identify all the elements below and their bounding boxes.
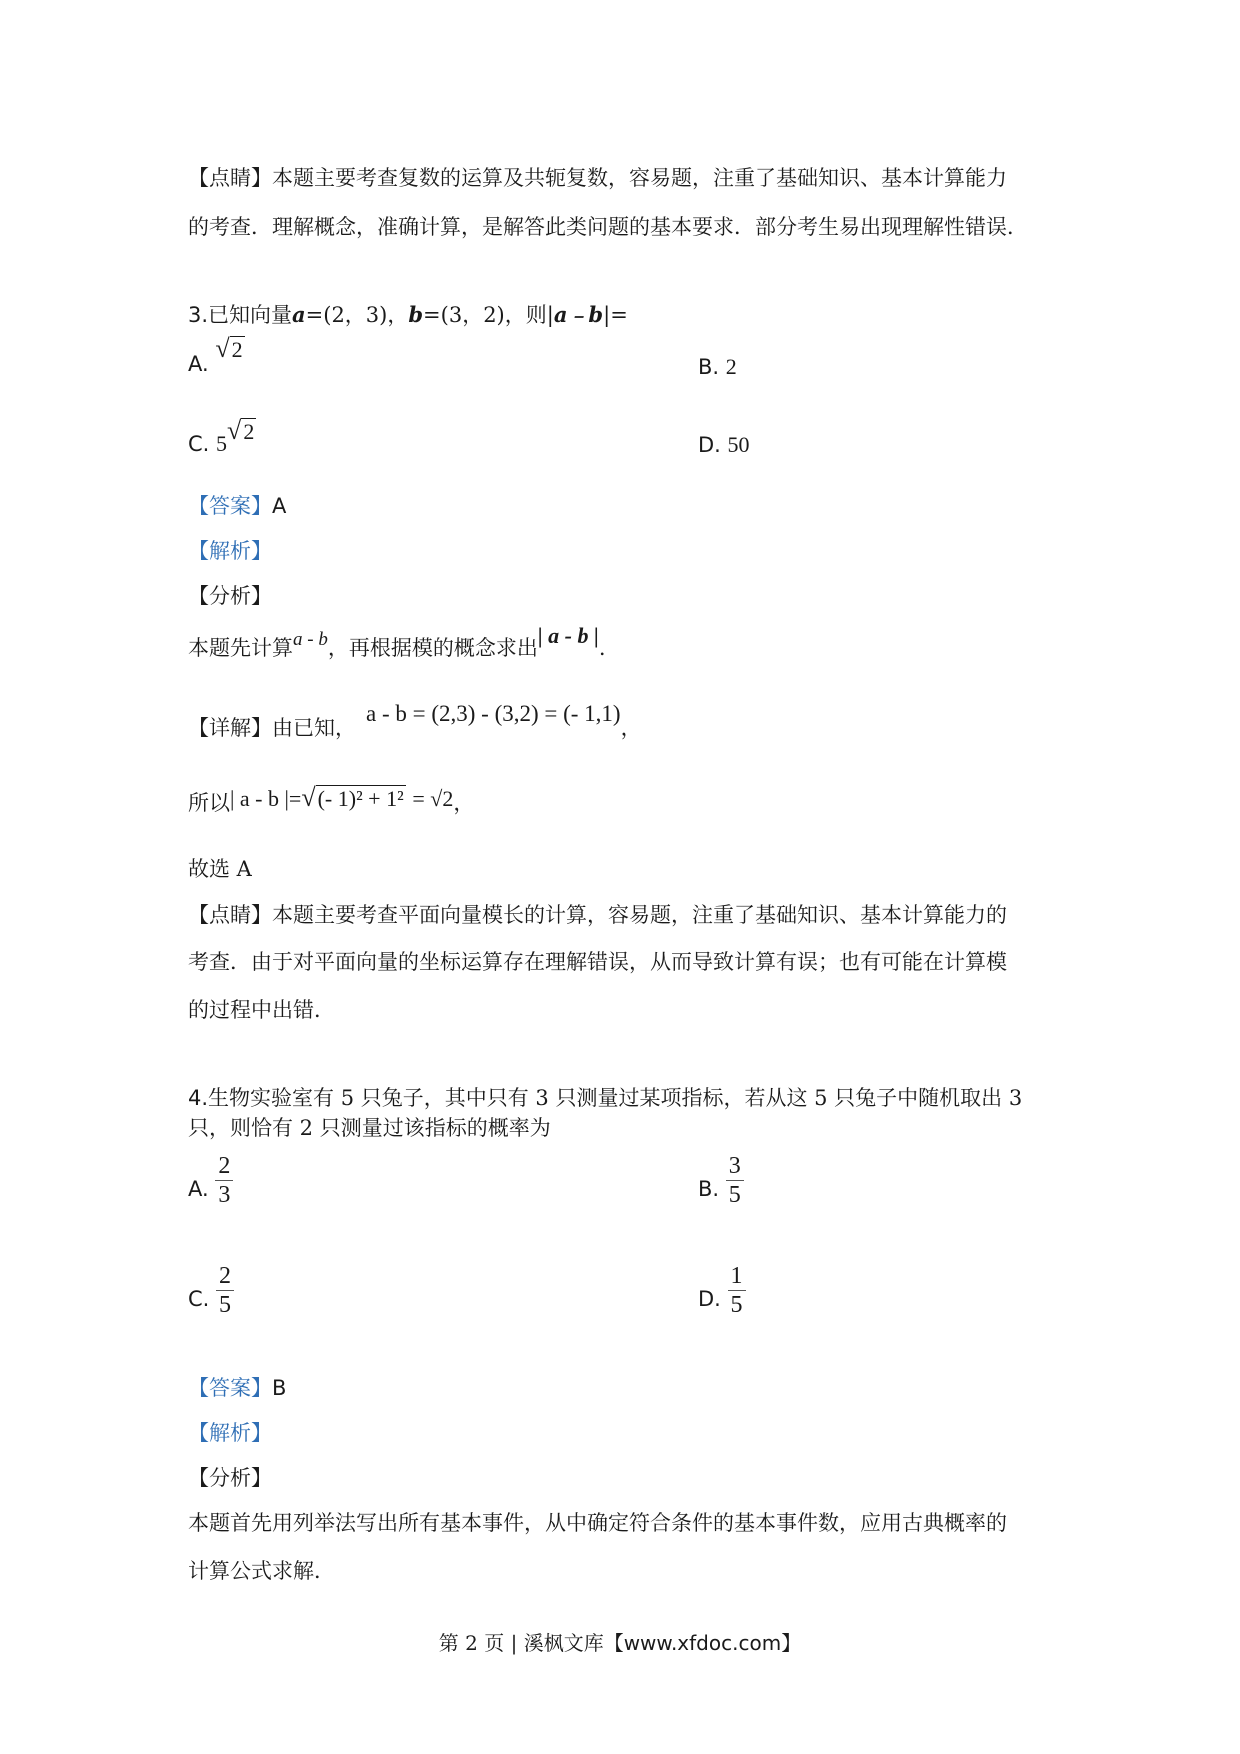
option-label: D.	[698, 1287, 721, 1311]
detail-equation: a - b = (2,3) - (3,2) = (- 1,1)	[366, 701, 621, 726]
answer-tag: 【答案】	[188, 494, 272, 518]
q3-analysis-tag: 【解析】	[188, 539, 272, 563]
q3-comment-line3: 的过程中出错．	[188, 998, 335, 1022]
page-footer	[0, 1627, 1240, 1656]
q4-option-a	[188, 1152, 233, 1209]
detail-end: ，	[620, 716, 642, 740]
option-label: A.	[188, 352, 209, 376]
q3-vec-a-val: =(2，3)，	[305, 303, 409, 327]
math-norm-a-minus-b: | a - b |	[537, 623, 599, 648]
q3-result	[188, 783, 475, 818]
q3-option-a	[188, 334, 245, 379]
q3-stem-ab: a﹣b	[553, 302, 604, 327]
q4-answer	[188, 1373, 286, 1403]
option-label: C.	[188, 1287, 210, 1311]
option-coef: 5	[216, 431, 228, 456]
q3-vec-b: b	[408, 302, 424, 327]
q3-option-b	[698, 352, 737, 382]
q4-stem-line2: 只，则恰有 2 只测量过该指标的概率为	[188, 1116, 551, 1140]
q3-detail	[188, 701, 642, 743]
q4-stem-line1	[188, 1083, 1022, 1113]
q3-vec-b-val: =(3，2)，则|	[423, 303, 554, 327]
q3-comment-line2: 考查．由于对平面向量的坐标运算存在理解错误，从而导致计算有误；也有可能在计算模	[188, 950, 1007, 974]
option-label: D.	[698, 433, 721, 457]
sqrt-expression: √2	[227, 416, 255, 445]
fraction: $\frac{1}{5}$	[728, 1262, 746, 1319]
math-a-minus-b: a - b	[293, 629, 328, 650]
q3-option-d	[698, 430, 750, 460]
option-label: B.	[698, 355, 720, 379]
q4-fenxi-tag: 【分析】	[188, 1466, 272, 1490]
q4-option-c	[188, 1262, 234, 1319]
q4-number: 4.	[188, 1086, 209, 1110]
q4-option-d	[698, 1262, 746, 1319]
result-end: ，	[453, 791, 475, 815]
footer-end: 】	[781, 1631, 802, 1655]
q4-text-line2: 计算公式求解．	[188, 1559, 335, 1583]
footer-text: 第 2 页 | 溪枫文库【	[438, 1631, 624, 1655]
answer-value: A	[272, 494, 287, 518]
fraction: $\frac{2}{3}$	[215, 1152, 233, 1209]
sqrt-expression: √(- 1)² + 1²	[301, 783, 404, 812]
option-label: A.	[188, 1177, 209, 1201]
fenxi-text: ，再根据模的概念求出	[327, 636, 538, 660]
q4-option-b	[698, 1152, 744, 1209]
fenxi-text: 本题先计算	[188, 636, 293, 660]
q3-choose: 故选 A	[188, 857, 252, 881]
q3-stem	[188, 300, 628, 330]
answer-tag: 【答案】	[188, 1376, 272, 1400]
q3-number: 3.	[188, 303, 209, 327]
footer-link[interactable]: www.xfdoc.com	[623, 1631, 782, 1655]
option-value: 2	[725, 354, 737, 379]
q2-comment-line1: 【点睛】本题主要考查复数的运算及共轭复数，容易题，注重了基础知识、基本计算能力	[188, 166, 1007, 190]
result-lhs: | a - b |=	[230, 786, 302, 811]
q4-analysis-tag: 【解析】	[188, 1421, 272, 1445]
result-prefix: 所以	[188, 791, 230, 815]
fraction: $\frac{2}{5}$	[216, 1262, 234, 1319]
q3-fenxi-text	[188, 623, 606, 665]
q3-stem-end: |=	[603, 303, 628, 327]
q3-comment-line1: 【点睛】本题主要考查平面向量模长的计算，容易题，注重了基础知识、基本计算能力的	[188, 903, 1007, 927]
fenxi-end: .	[598, 636, 606, 660]
q3-stem-prefix: 已知向量	[208, 303, 293, 327]
option-label: B.	[698, 1177, 720, 1201]
option-label: C.	[188, 432, 210, 456]
q2-comment-line2: 的考查．理解概念，准确计算，是解答此类问题的基本要求．部分考生易出现理解性错误．	[188, 215, 1028, 239]
option-value: 50	[727, 432, 750, 457]
q4-stem-text: 生物实验室有 5 只兔子，其中只有 3 只测量过某项指标，若从这 5 只兔子中随机取出 3	[208, 1086, 1023, 1110]
q4-text-line1: 本题首先用列举法写出所有基本事件，从中确定符合条件的基本事件数，应用古典概率的	[188, 1511, 1007, 1535]
answer-value: B	[272, 1376, 287, 1400]
result-rhs: = √2	[412, 786, 454, 811]
detail-tag: 【详解】由已知，	[188, 716, 356, 740]
q3-option-c	[188, 416, 256, 459]
q3-vec-a: a	[292, 302, 306, 327]
q3-fenxi-tag: 【分析】	[188, 584, 272, 608]
q3-answer	[188, 491, 286, 521]
fraction: $\frac{3}{5}$	[726, 1152, 744, 1209]
sqrt-expression: √2	[215, 334, 243, 363]
